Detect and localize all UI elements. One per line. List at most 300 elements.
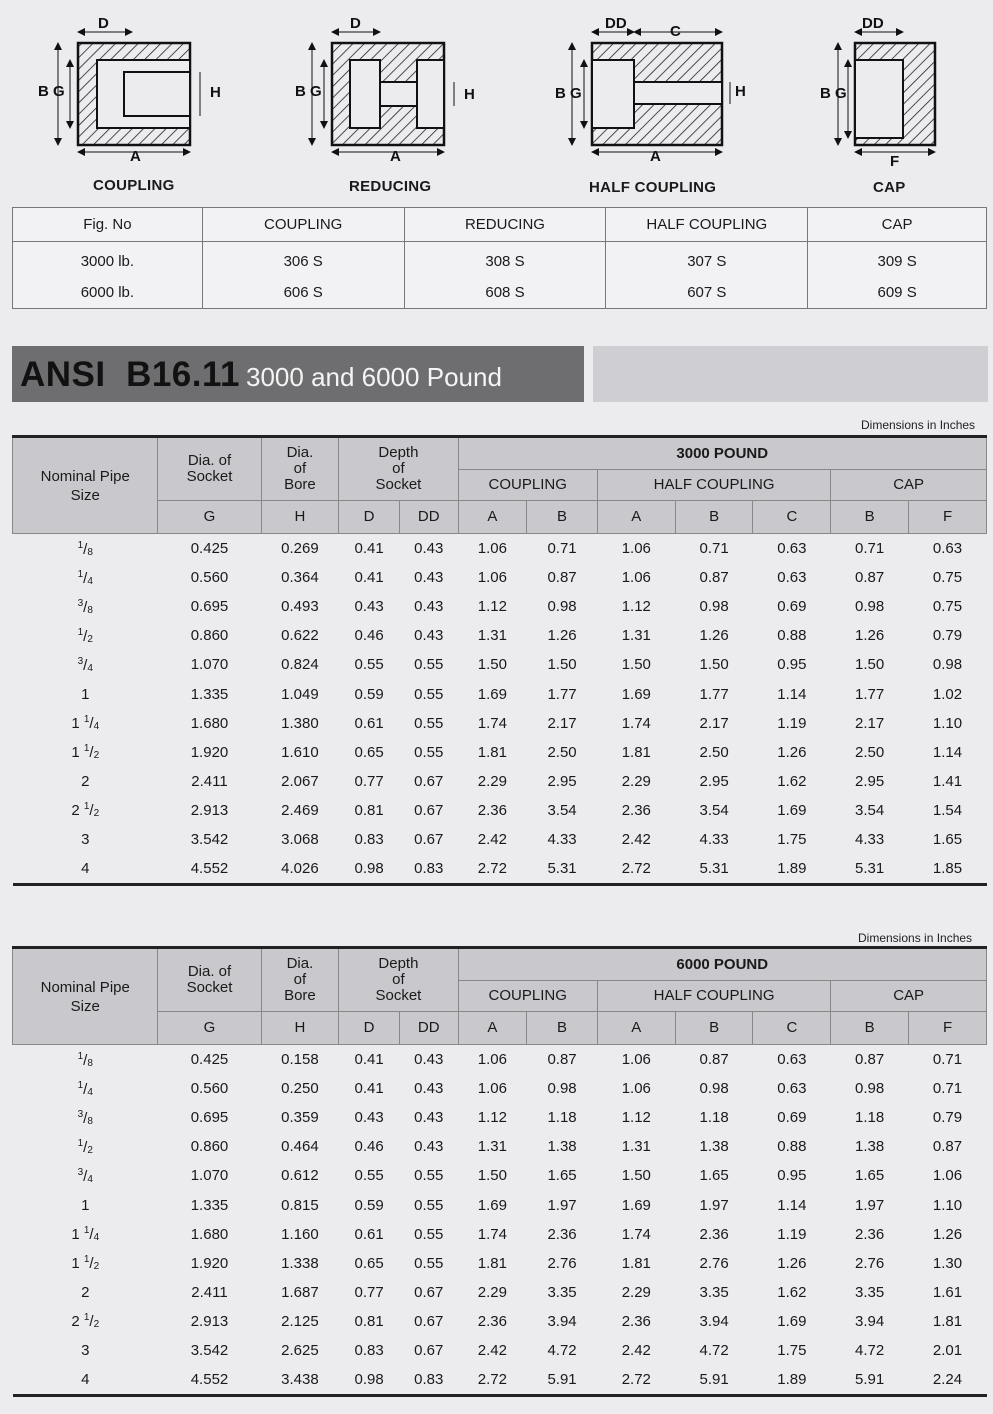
dimension-value-cell: 0.63	[932, 540, 963, 558]
dimension-value-cell: 1.65	[855, 1167, 885, 1185]
dimension-value-cell: 2.913	[190, 801, 229, 819]
dimension-value-cell: 1.81	[621, 1254, 651, 1272]
dimension-value-cell: 0.79	[932, 627, 963, 645]
fig-cell: 6000 lb.	[13, 277, 203, 309]
fig-header-cell: REDUCING	[404, 208, 606, 242]
nps-fraction-slash: /	[83, 1167, 88, 1185]
table-row	[13, 1365, 987, 1396]
dimension-value-cell: 1.02	[932, 685, 963, 703]
dimension-value-cell: 1.06	[621, 1051, 651, 1069]
dimension-value-cell: 0.67	[414, 830, 444, 848]
dimension-value-cell: 2.72	[597, 854, 675, 885]
nps-denominator: 8	[87, 546, 93, 558]
nps-numerator: 1	[77, 1079, 84, 1091]
table-row	[13, 1278, 987, 1307]
dimension-value-cell: 0.98	[699, 1080, 729, 1098]
dimension-value-cell: 0.98	[547, 1080, 577, 1098]
dimension-value-cell: 0.560	[190, 1080, 229, 1098]
dimension-value-cell: 2.36	[477, 1312, 507, 1330]
dimension-value-cell: 0.65	[354, 743, 384, 761]
dimension-value-cell: 2.42	[621, 830, 651, 848]
dimension-value-cell: 1.31	[621, 627, 651, 645]
nominal-pipe-size-cell	[13, 1103, 158, 1132]
dimension-value-cell: 1.14	[777, 1196, 807, 1214]
nominal-pipe-size-cell	[13, 738, 158, 767]
nps-whole: 2	[81, 1283, 90, 1301]
dimension-value-cell: 0.493	[281, 598, 319, 616]
nominal-pipe-size-cell	[13, 563, 158, 592]
svg-text:G: G	[835, 85, 847, 102]
svg-text:DD: DD	[605, 15, 627, 32]
dimension-value-cell: 1.335	[190, 685, 229, 703]
nps-fraction-slash: /	[83, 569, 88, 587]
dimension-value-cell: 1.920	[190, 1254, 229, 1272]
dimension-value-cell: 0.41	[354, 1080, 384, 1098]
nps-numerator: 1	[77, 539, 84, 551]
dimension-value-cell: 0.69	[777, 598, 807, 616]
nps-fraction-slash: /	[89, 1313, 94, 1331]
dimension-value-cell: 0.98	[855, 1080, 885, 1098]
dimension-value-cell: 1.06	[621, 1080, 651, 1098]
dimension-value-cell: 1.41	[932, 772, 963, 790]
dimension-value-cell: 1.50	[699, 656, 729, 674]
dimension-value-cell: 0.43	[414, 598, 444, 616]
dimension-value-cell: 0.71	[855, 540, 885, 558]
dimension-value-cell: 1.50	[855, 656, 885, 674]
nps-fraction-slash: /	[89, 802, 94, 820]
nps-denominator: 2	[93, 1261, 100, 1273]
svg-text:B: B	[820, 85, 831, 102]
diagram-label-half-coupling: HALF COUPLING	[589, 179, 717, 196]
nps-denominator: 2	[93, 750, 100, 762]
dimension-value-cell: 2.95	[699, 772, 729, 790]
dimension-value-cell: 0.81	[354, 801, 384, 819]
dimension-value-cell: 1.14	[932, 743, 963, 761]
pressure-class-subtitle: 3000 and 6000 Pound	[246, 362, 502, 392]
dimension-value-cell: 0.75	[932, 569, 963, 587]
dimension-value-cell: 1.61	[932, 1283, 963, 1301]
dimension-value-cell: 3.35	[547, 1283, 577, 1301]
svg-text:DD: DD	[862, 15, 884, 32]
dimension-value-cell: 1.81	[932, 1312, 963, 1330]
nominal-pipe-size-cell	[13, 534, 158, 564]
dimension-value-cell: 4.552	[158, 1365, 261, 1396]
dimension-value-cell: 0.61	[354, 1225, 384, 1243]
dimension-value-cell: 0.158	[281, 1051, 319, 1069]
dimension-value-cell: 1.335	[190, 1196, 229, 1214]
dimension-value-cell: 1.54	[932, 801, 963, 819]
diagram-label-coupling: COUPLING	[93, 177, 175, 194]
dimension-value-cell: 1.26	[932, 1225, 963, 1243]
dimension-value-cell: 2.76	[699, 1254, 729, 1272]
table-row	[13, 1220, 987, 1249]
dimension-value-cell: 0.55	[414, 1196, 444, 1214]
dimension-value-cell: 1.97	[855, 1196, 885, 1214]
table-row	[13, 1045, 987, 1075]
dimension-value-cell: 0.95	[777, 1167, 807, 1185]
dimension-value-cell: 1.06	[477, 1051, 507, 1069]
figure-number-table	[12, 207, 987, 309]
dimension-value-cell: 1.14	[777, 685, 807, 703]
dimension-value-cell: 0.79	[932, 1109, 963, 1127]
dimension-value-cell: 4.72	[699, 1341, 729, 1359]
nominal-pipe-size-cell	[13, 767, 158, 796]
dimension-value-cell: 1.30	[932, 1254, 963, 1272]
cap-diagram	[820, 15, 935, 170]
dimension-value-cell: 1.06	[621, 569, 651, 587]
svg-text:A: A	[650, 148, 661, 165]
dimension-value-cell: 0.98	[699, 598, 729, 616]
dimension-value-cell: 4.552	[158, 854, 261, 885]
dimension-value-cell: 0.71	[932, 1080, 963, 1098]
dimension-value-cell: 0.41	[354, 540, 384, 558]
dimension-letter-header: F	[909, 1012, 987, 1045]
diagram-drawings	[0, 0, 993, 205]
fig-row-6000	[13, 277, 987, 309]
dimension-value-cell: 2.913	[190, 1312, 229, 1330]
dimension-value-cell: 1.12	[477, 598, 507, 616]
dimension-value-cell: 0.43	[354, 1109, 384, 1127]
nominal-pipe-size-cell	[13, 621, 158, 650]
dimension-value-cell: 2.36	[547, 1225, 577, 1243]
nps-fraction-slash: /	[89, 715, 94, 733]
table-row	[13, 1249, 987, 1278]
nps-fraction-slash: /	[83, 598, 88, 616]
dimension-value-cell: 0.55	[414, 1167, 444, 1185]
dimension-letter-header: D	[339, 501, 400, 534]
dimension-value-cell: 1.12	[621, 1109, 651, 1127]
dimension-value-cell: 3.94	[855, 1312, 885, 1330]
dimension-value-cell: 2.29	[621, 1283, 651, 1301]
dimension-value-cell: 1.69	[477, 1196, 507, 1214]
dimension-value-cell: 4.72	[855, 1341, 885, 1359]
dimension-value-cell: 1.18	[699, 1109, 729, 1127]
dimension-letter-header: DD	[399, 1012, 458, 1045]
dimension-value-cell: 2.50	[855, 743, 885, 761]
dimension-value-cell: 1.19	[777, 714, 807, 732]
nominal-pipe-size-cell	[13, 592, 158, 621]
dimension-value-cell: 0.77	[354, 772, 384, 790]
table-row	[13, 825, 987, 854]
dimension-value-cell: 0.425	[190, 540, 229, 558]
dimension-value-cell: 0.87	[547, 1051, 577, 1069]
dimension-value-cell: 3.54	[855, 801, 885, 819]
dimension-value-cell: 1.38	[547, 1138, 577, 1156]
dimension-value-cell: 2.29	[621, 772, 651, 790]
dimension-value-cell: 2.29	[477, 1283, 507, 1301]
nps-numerator: 1	[83, 1254, 90, 1266]
dimension-value-cell: 0.98	[932, 656, 963, 674]
dimension-value-cell: 0.75	[932, 598, 963, 616]
svg-text:F: F	[890, 153, 900, 170]
dimension-value-cell: 0.87	[699, 569, 729, 587]
table-row	[13, 534, 987, 564]
fig-cell: 606 S	[202, 277, 404, 309]
dimension-value-cell: 1.070	[190, 656, 229, 674]
table-row	[13, 592, 987, 621]
table-row	[13, 738, 987, 767]
diagram-label-cap: CAP	[873, 179, 906, 196]
nps-numerator: 1	[77, 626, 84, 638]
dimension-value-cell: 1.97	[699, 1196, 729, 1214]
nominal-pipe-size-cell	[13, 1249, 158, 1278]
pressure-class-header: 3000 POUND	[458, 437, 986, 470]
dimension-value-cell: 1.75	[777, 1341, 807, 1359]
nps-fraction-slash: /	[89, 1226, 94, 1244]
dimension-value-cell: 1.26	[855, 627, 885, 645]
nps-denominator: 8	[87, 1057, 93, 1069]
nps-denominator: 8	[87, 1115, 93, 1127]
dimension-value-cell: 0.815	[281, 1196, 319, 1214]
nps-numerator: 1	[77, 568, 84, 580]
nps-fraction-slash: /	[83, 656, 88, 674]
dimension-value-cell: 3.94	[547, 1312, 577, 1330]
fig-header-cell: Fig. No	[13, 208, 203, 242]
dimension-value-cell: 2.36	[621, 1312, 651, 1330]
dimension-value-cell: 4.33	[855, 830, 885, 848]
coupling-diagram	[38, 15, 221, 165]
fig-header-cell: COUPLING	[202, 208, 404, 242]
nominal-pipe-size-cell	[13, 650, 158, 679]
dimension-value-cell: 1.50	[547, 656, 577, 674]
fig-cell: 609 S	[808, 277, 987, 309]
dimension-value-cell: 0.87	[855, 569, 885, 587]
dimension-value-cell: 0.88	[777, 627, 807, 645]
dimension-value-cell: 1.610	[281, 743, 319, 761]
nominal-pipe-size-cell	[13, 1190, 158, 1219]
nps-fraction-slash: /	[83, 1080, 88, 1098]
dimension-letter-header: B	[527, 1012, 598, 1045]
dimension-value-cell: 1.06	[621, 540, 651, 558]
svg-text:H: H	[210, 84, 221, 101]
dimension-value-cell: 0.55	[354, 656, 384, 674]
table-row	[13, 1190, 987, 1219]
dimension-value-cell: 1.85	[909, 854, 987, 885]
dimension-value-cell: 2.76	[855, 1254, 885, 1272]
svg-text:G: G	[53, 83, 65, 100]
nps-fraction-slash: /	[83, 627, 88, 645]
dimension-value-cell: 1.69	[621, 1196, 651, 1214]
dimension-value-cell: 2.01	[932, 1341, 963, 1359]
nps-whole: 1	[71, 715, 80, 733]
dimension-value-cell: 5.31	[831, 854, 909, 885]
dimension-value-cell: 0.43	[414, 1051, 444, 1069]
dimension-letter-header: A	[597, 501, 675, 534]
socket-depth-header: Depth of Socket	[339, 948, 458, 1012]
nps-whole: 1	[81, 1196, 90, 1214]
half-coupling-header: HALF COUPLING	[597, 981, 830, 1012]
nominal-pipe-size-cell	[13, 1045, 158, 1075]
dimensions-note-3000: Dimensions in Inches	[861, 418, 976, 432]
nps-whole: 2	[71, 1313, 80, 1331]
dimension-value-cell: 2.24	[909, 1365, 987, 1396]
table-row	[13, 563, 987, 592]
dimension-value-cell: 1.74	[477, 714, 507, 732]
dimension-value-cell: 0.55	[354, 1167, 384, 1185]
nps-denominator: 2	[93, 808, 100, 820]
dimension-value-cell: 0.98	[339, 1365, 400, 1396]
dimension-value-cell: 0.71	[932, 1051, 963, 1069]
fig-cell: 3000 lb.	[13, 242, 203, 278]
nominal-pipe-size-header: Nominal Pipe Size	[13, 437, 158, 534]
dimension-value-cell: 2.469	[281, 801, 319, 819]
dimension-value-cell: 1.06	[932, 1167, 963, 1185]
bore-diameter-header: Dia. of Bore	[261, 437, 339, 501]
dimension-value-cell: 0.55	[414, 1254, 444, 1272]
fig-cell: 608 S	[404, 277, 606, 309]
dimension-value-cell: 3.35	[855, 1283, 885, 1301]
dimension-value-cell: 3.542	[190, 830, 229, 848]
dimension-value-cell: 1.62	[777, 1283, 807, 1301]
nominal-pipe-size-cell	[13, 854, 158, 885]
nominal-pipe-size-cell	[13, 1336, 158, 1365]
fig-cell: 306 S	[202, 242, 404, 278]
dimension-value-cell: 0.359	[281, 1109, 319, 1127]
dimension-value-cell: 0.67	[414, 1283, 444, 1301]
dimension-value-cell: 0.81	[354, 1312, 384, 1330]
dimension-value-cell: 1.687	[281, 1283, 319, 1301]
svg-text:G: G	[310, 83, 322, 100]
dimension-value-cell: 0.88	[777, 1138, 807, 1156]
dimension-value-cell: 4.33	[547, 830, 577, 848]
dimension-value-cell: 1.26	[699, 627, 729, 645]
nps-denominator: 4	[87, 575, 93, 587]
nps-numerator: 1	[83, 714, 90, 726]
dimension-value-cell: 0.695	[190, 598, 229, 616]
fitting-diagrams	[0, 0, 993, 205]
dimension-value-cell: 0.65	[354, 1254, 384, 1272]
dimension-value-cell: 5.91	[527, 1365, 598, 1396]
diagram-label-reducing: REDUCING	[349, 178, 432, 195]
table-row	[13, 1103, 987, 1132]
cap-header: CAP	[831, 470, 987, 501]
nominal-pipe-size-cell	[13, 1365, 158, 1396]
dimension-letter-header: C	[753, 501, 831, 534]
dimension-value-cell: 1.74	[477, 1225, 507, 1243]
dimension-value-cell: 1.69	[621, 685, 651, 703]
dimension-value-cell: 4.33	[699, 830, 729, 848]
socket-diameter-header: Dia. of Socket	[158, 948, 261, 1012]
dimension-value-cell: 3.542	[190, 1341, 229, 1359]
nominal-pipe-size-cell	[13, 709, 158, 738]
banner-decoration	[593, 346, 988, 402]
dimension-letter-header: A	[458, 1012, 527, 1045]
dimension-value-cell: 0.61	[354, 714, 384, 732]
dimension-value-cell: 5.31	[527, 854, 598, 885]
nps-numerator: 1	[83, 1312, 90, 1324]
dimension-value-cell: 0.46	[354, 627, 384, 645]
dimension-value-cell: 1.06	[477, 1080, 507, 1098]
dimension-value-cell: 1.69	[477, 685, 507, 703]
dimension-value-cell: 1.50	[621, 656, 651, 674]
dimension-value-cell: 0.55	[414, 714, 444, 732]
dimension-value-cell: 0.43	[414, 627, 444, 645]
nps-fraction-slash: /	[83, 540, 88, 558]
dimension-value-cell: 1.19	[777, 1225, 807, 1243]
nps-whole: 2	[81, 772, 90, 790]
dimension-value-cell: 0.43	[354, 598, 384, 616]
dimension-value-cell: 2.125	[281, 1312, 319, 1330]
dimension-value-cell: 0.43	[414, 1080, 444, 1098]
dimension-value-cell: 3.54	[547, 801, 577, 819]
dimension-value-cell: 0.87	[547, 569, 577, 587]
dimension-value-cell: 1.69	[777, 801, 807, 819]
nps-whole: 1	[71, 1255, 80, 1273]
dimension-value-cell: 0.46	[354, 1138, 384, 1156]
dimension-value-cell: 2.625	[281, 1341, 319, 1359]
dimension-value-cell: 1.049	[281, 685, 319, 703]
nps-denominator: 2	[87, 1144, 93, 1156]
dimension-letter-header: A	[458, 501, 527, 534]
dimension-value-cell: 0.63	[777, 1051, 807, 1069]
dimension-value-cell: 2.95	[547, 772, 577, 790]
svg-text:D: D	[350, 15, 361, 32]
dimension-value-cell: 1.77	[699, 685, 729, 703]
nominal-pipe-size-cell	[13, 1307, 158, 1336]
dimension-value-cell: 2.42	[477, 830, 507, 848]
table-row	[13, 1074, 987, 1103]
dimension-letter-header: B	[675, 501, 753, 534]
dimension-value-cell: 0.55	[414, 743, 444, 761]
nps-whole: 3	[81, 830, 90, 848]
dimension-value-cell: 2.76	[547, 1254, 577, 1272]
dimension-value-cell: 1.97	[547, 1196, 577, 1214]
svg-text:A: A	[130, 148, 141, 165]
dimension-value-cell: 2.50	[547, 743, 577, 761]
dimension-value-cell: 0.98	[339, 854, 400, 885]
dimension-value-cell: 1.338	[281, 1254, 319, 1272]
dimension-value-cell: 2.36	[699, 1225, 729, 1243]
fig-cell: 307 S	[606, 242, 808, 278]
dimension-value-cell: 2.42	[621, 1341, 651, 1359]
dimension-letter-header: C	[753, 1012, 831, 1045]
dimension-value-cell: 1.69	[777, 1312, 807, 1330]
dimension-value-cell: 0.67	[414, 772, 444, 790]
nps-denominator: 2	[87, 633, 93, 645]
dimension-value-cell: 3.94	[699, 1312, 729, 1330]
dimension-value-cell: 1.31	[477, 627, 507, 645]
dimension-letter-header: D	[339, 1012, 400, 1045]
dimension-value-cell: 1.65	[932, 830, 963, 848]
nps-fraction-slash: /	[83, 1138, 88, 1156]
table-row	[13, 709, 987, 738]
dimension-letter-header: B	[831, 501, 909, 534]
dimension-value-cell: 0.364	[281, 569, 319, 587]
nps-numerator: 3	[77, 1166, 84, 1178]
dimension-value-cell: 0.269	[281, 540, 319, 558]
reducing-diagram	[295, 15, 475, 165]
nps-whole: 3	[81, 1341, 90, 1359]
dimension-value-cell: 3.35	[699, 1283, 729, 1301]
dimension-value-cell: 0.63	[777, 569, 807, 587]
dimension-value-cell: 2.36	[621, 801, 651, 819]
dimension-value-cell: 0.824	[281, 656, 319, 674]
half-coupling-header: HALF COUPLING	[597, 470, 830, 501]
dimension-value-cell: 0.67	[414, 1341, 444, 1359]
dimension-value-cell: 0.67	[414, 801, 444, 819]
nps-fraction-slash: /	[83, 1051, 88, 1069]
table-3000-pound	[12, 435, 987, 886]
dimension-letter-header: G	[158, 501, 261, 534]
fig-row-3000	[13, 242, 987, 278]
dimension-letter-header: B	[831, 1012, 909, 1045]
nps-fraction-slash: /	[83, 1109, 88, 1127]
nps-fraction-slash: /	[89, 1255, 94, 1273]
dimension-value-cell: 0.860	[190, 627, 229, 645]
svg-text:H: H	[735, 83, 746, 100]
dimension-value-cell: 1.26	[777, 1254, 807, 1272]
dimension-letter-header: B	[675, 1012, 753, 1045]
